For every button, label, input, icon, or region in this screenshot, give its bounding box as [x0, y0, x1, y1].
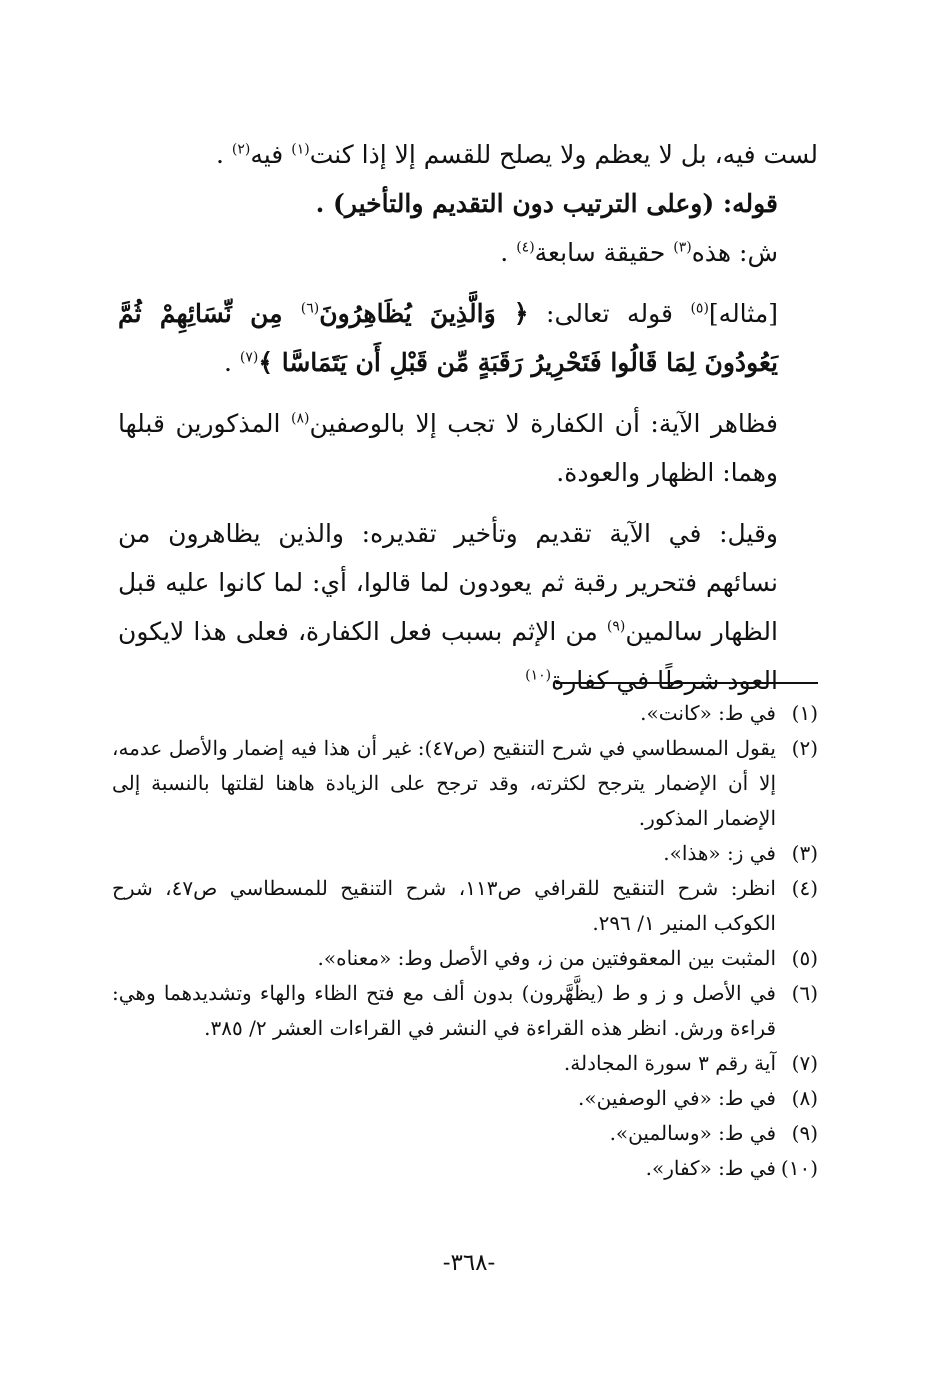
text-run: ش: هذه [691, 238, 778, 267]
footnote-10 [112, 1151, 818, 1186]
footnote-ref[interactable]: (٧) [239, 349, 259, 366]
footnote-number: (٥) [791, 946, 818, 970]
footnote-number: (٣) [791, 841, 818, 865]
paragraph-2-quote: قوله: (وعلى الترتيب دون التقديم والتأخير) . [315, 189, 778, 218]
text-run: . [223, 348, 240, 377]
text-run: فظاهر الآية: أن الكفارة لا تجب إلا بالوصفين [309, 409, 778, 438]
page-number: -٣٦٨- [442, 1250, 496, 1276]
text-run: لست فيه، بل لا يعظم ولا يصلح للقسم إلا إذا كنت [309, 140, 818, 169]
text-run: فيه [250, 140, 292, 169]
footnote-6 [112, 976, 818, 1046]
footnote-ref[interactable]: (١) [291, 141, 310, 158]
footnote-text: في الأصل و ز و ط (يظَّهَّرون) بدون ألف مع فتح الظاء والهاء وتشديدهما وهي: قراءة ورش. انظر هذه القراءة في النشر في القراءات العشر ٢/ ٣٨٥. [112, 981, 776, 1040]
paragraph-1 [118, 130, 818, 179]
footnote-ref[interactable]: (٩) [606, 618, 626, 635]
text-run: . [215, 140, 232, 169]
footnote-text: في ط: «كفار». [645, 1156, 776, 1180]
text-run: من الإثم بسبب فعل الكفارة، فعلى هذا لايكون العود شرطًا في كفارة [118, 617, 778, 695]
footnote-9 [112, 1116, 818, 1151]
footnote-ref[interactable]: (٥) [690, 300, 709, 317]
text-run: حقيقة سابعة [534, 238, 674, 267]
paragraph-5 [118, 399, 818, 497]
footnote-ref[interactable]: (٤) [516, 239, 535, 256]
footnote-number: (١٠) [780, 1156, 818, 1180]
footnote-ref[interactable]: (١٠) [525, 667, 552, 684]
text-run: [مثاله] [708, 299, 778, 328]
paragraph-6 [118, 509, 818, 705]
text-run: المذكورين قبلها وهما: الظهار والعودة. [118, 409, 778, 487]
main-text [118, 130, 818, 705]
footnote-ref[interactable]: (٨) [291, 410, 310, 427]
footnote-3 [112, 836, 818, 871]
footnote-number: (٢) [791, 736, 818, 760]
footnote-5 [112, 941, 818, 976]
footnote-divider [556, 682, 818, 684]
footnote-number: (٩) [791, 1121, 818, 1145]
footnote-text: آية رقم ٣ سورة المجادلة. [563, 1051, 776, 1075]
footnote-text: في ط: «كانت». [640, 701, 776, 725]
footnote-ref[interactable]: (٦) [300, 300, 320, 317]
footnote-text: في ط: «في الوصفين». [578, 1086, 776, 1110]
paragraph-3 [118, 228, 818, 277]
verse-text: مِن نِّسَائِهِمْ ثُمَّ يَعُودُونَ لِمَا قَالُوا فَتَحْرِيرُ رَقَبَةٍ مِّن قَبْلِ أَن يَتَمَاسَّا ﴾ [118, 299, 778, 377]
footnote-2 [112, 731, 818, 836]
footnote-text: المثبت بين المعقوفتين من ز، وفي الأصل وط: «معناه». [317, 946, 776, 970]
paragraph-4-example [118, 289, 818, 387]
footnote-ref[interactable]: (٢) [231, 141, 251, 158]
footnote-text: انظر: شرح التنقيح للقرافي ص١١٣، شرح التنقيح للمسطاسي ص٤٧، شرح الكوكب المنير ١/ ٢٩٦. [112, 876, 776, 935]
footnote-4 [112, 871, 818, 941]
text-run: . [500, 238, 517, 267]
footnote-1 [112, 696, 818, 731]
footnote-number: (٧) [791, 1051, 818, 1075]
verse-text: ﴿ وَالَّذِينَ يُظَاهِرُونَ [319, 299, 529, 328]
text-run: قوله تعالى: [528, 299, 691, 328]
text-run: وقيل: في الآية تقديم وتأخير تقديره: والذين يظاهرون من نسائهم فتحرير رقبة ثم يعودون لما قالوا، أي: لما كانوا عليه قبل الظهار سالمين [118, 519, 778, 646]
footnote-text: في ز: «هذا». [663, 841, 776, 865]
footnote-ref[interactable]: (٣) [673, 239, 692, 256]
footnote-number: (٨) [791, 1086, 818, 1110]
footnotes [112, 696, 818, 1186]
footnote-number: (١) [791, 701, 818, 725]
footnote-number: (٦) [791, 981, 818, 1005]
footnote-7 [112, 1046, 818, 1081]
footnote-number: (٤) [791, 876, 818, 900]
footnote-text: يقول المسطاسي في شرح التنقيح (ص٤٧): غير أن هذا فيه إضمار والأصل عدمه، إلا أن الإضمار يترجح لكثرته، وقد ترجح على الزيادة هاهنا لقلتها بالنسبة إلى الإضمار المذكور. [112, 736, 776, 830]
footnote-text: في ط: «وسالمين». [609, 1121, 776, 1145]
footnote-8 [112, 1081, 818, 1116]
